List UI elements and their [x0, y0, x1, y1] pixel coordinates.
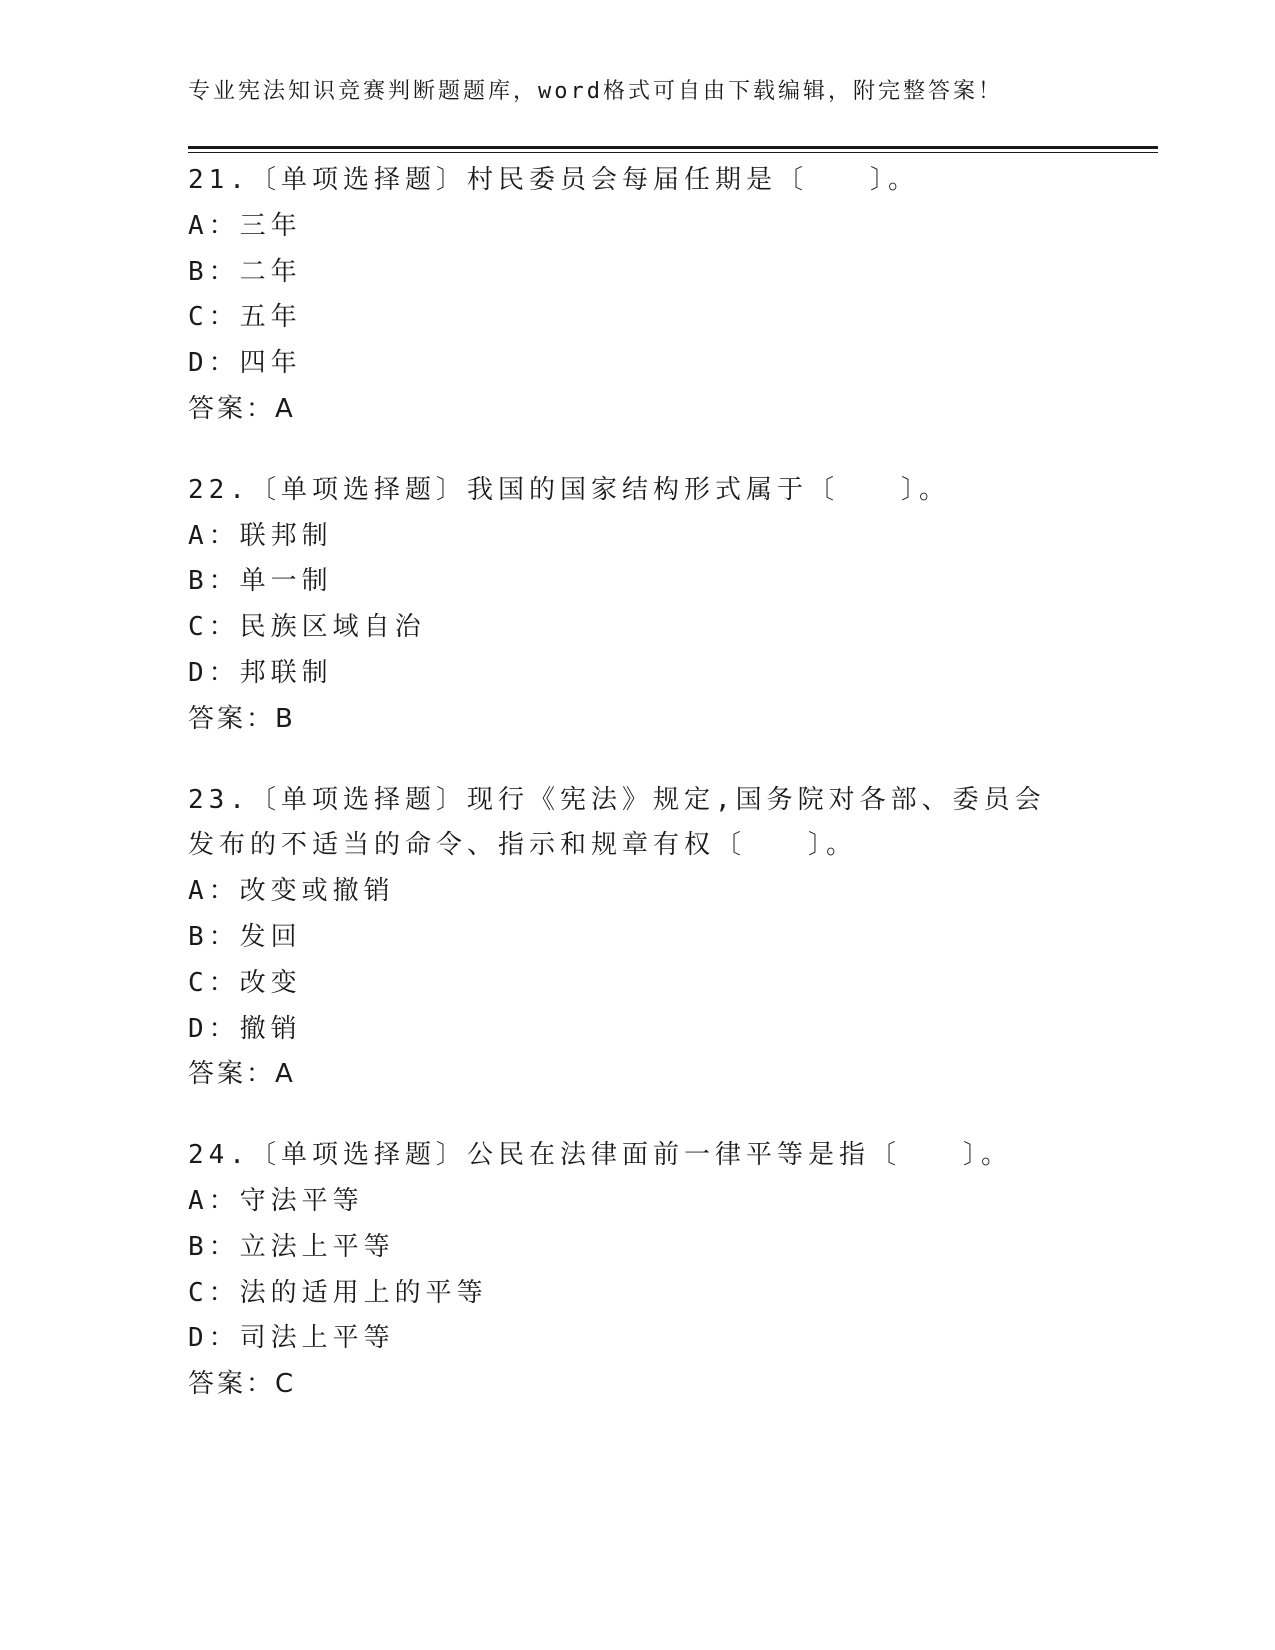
question-stem: 21.〔单项选择题〕村民委员会每届任期是〔 〕。 [188, 165, 919, 195]
question-stem: 24.〔单项选择题〕公民在法律面前一律平等是指〔 〕。 [188, 1140, 1012, 1171]
option-b: B：立法上平等 [188, 1231, 395, 1262]
option-b: B：二年 [188, 256, 302, 287]
option-d: D：司法上平等 [188, 1323, 395, 1354]
question-24 [188, 1133, 1088, 1408]
question-list [188, 158, 1088, 1443]
option-c: C：法的适用上的平等 [188, 1277, 488, 1308]
option-b: B：发回 [188, 921, 302, 952]
option-a: A：守法平等 [188, 1185, 364, 1216]
page-header: 专业宪法知识竞赛判断题题库，word格式可自由下载编辑，附完整答案！ [188, 79, 1003, 104]
answer-line: 答案：A [188, 393, 296, 424]
question-21 [188, 158, 1088, 433]
answer-line: 答案：C [188, 1369, 297, 1400]
option-c: C：五年 [188, 302, 302, 333]
option-b: B：单一制 [188, 566, 333, 597]
question-stem: 22.〔单项选择题〕我国的国家结构形式属于〔 〕。 [188, 474, 950, 505]
question-stem: 23.〔单项选择题〕现行《宪法》规定,国务院对各部、委员会发布的不适当的命令、指示和规章有权〔 〕。 [188, 784, 1046, 861]
question-22 [188, 468, 1088, 743]
header-rule-thin [188, 152, 1158, 153]
header-rule-thick [188, 146, 1158, 149]
answer-line: 答案：A [188, 1059, 296, 1090]
option-a: A：联邦制 [188, 520, 333, 551]
option-a: A：改变或撤销 [188, 876, 395, 907]
option-d: D：撤销 [188, 1013, 302, 1044]
option-d: D：邦联制 [188, 657, 333, 688]
option-d: D：四年 [188, 348, 302, 379]
question-23 [188, 778, 1088, 1099]
option-c: C：改变 [188, 967, 302, 998]
option-a: A：三年 [188, 210, 302, 241]
answer-line: 答案：B [188, 703, 296, 734]
option-c: C：民族区域自治 [188, 612, 426, 643]
